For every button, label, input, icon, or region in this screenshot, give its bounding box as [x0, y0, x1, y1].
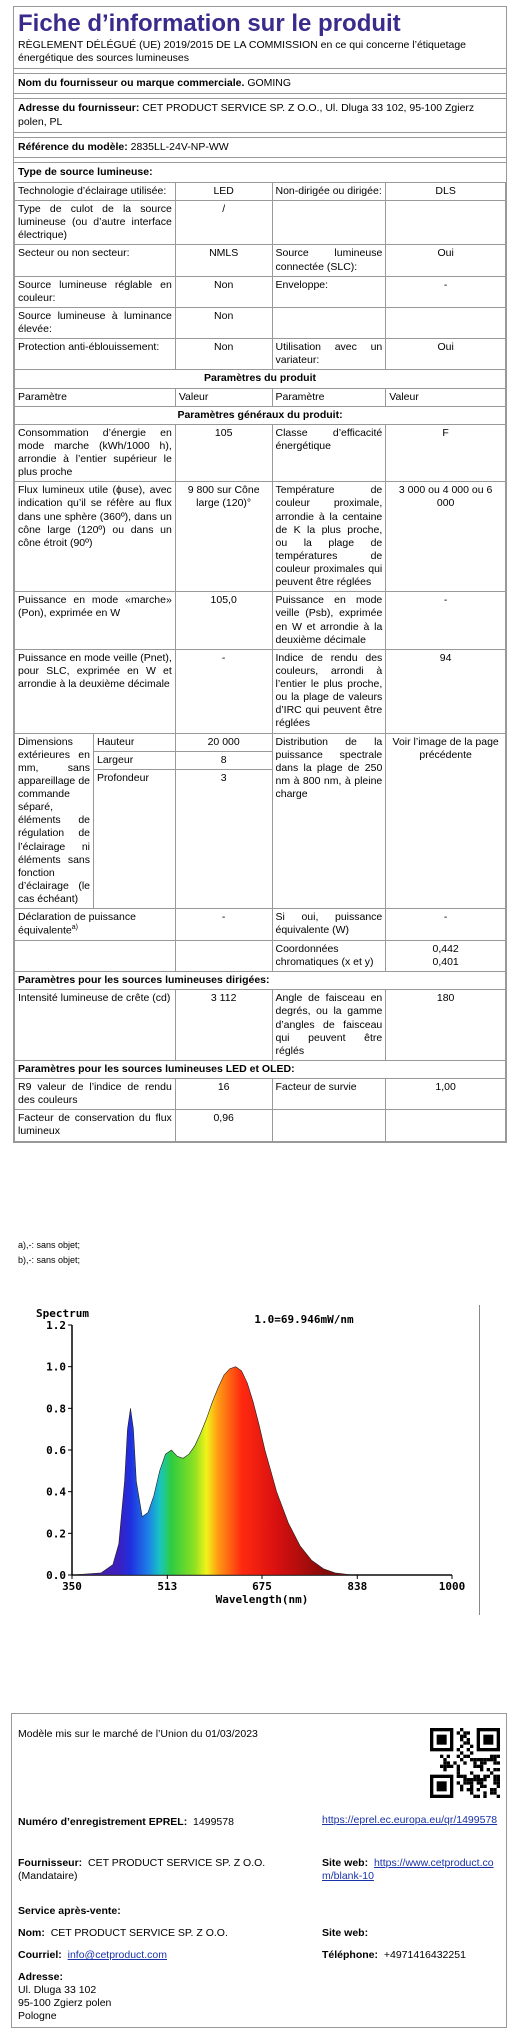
param-label: Source lumineuse à luminance élevée:	[15, 307, 176, 338]
eprel-link[interactable]: https://eprel.ec.europa.eu/qr/1499578	[322, 1814, 498, 1826]
address-label: Adresse:	[18, 1971, 63, 1983]
website-link[interactable]: https://www.cetproduct.com/blank-10	[322, 1857, 494, 1883]
footer-panel	[11, 1713, 507, 2028]
param-label: R9 valeur de l’indice de rendu des couleurs	[15, 1079, 176, 1110]
param-value: 9 800 sur Cône large (120)°	[175, 482, 272, 592]
footnote-marker: a)	[71, 924, 78, 932]
website-label: Site web:	[322, 1857, 369, 1869]
param-label: Consommation d’énergie en mode marche (kWh/1000 h), arrondie à l’entier supérieur le plus proche	[15, 424, 176, 482]
param-value-2	[386, 201, 506, 245]
supplier-value: CET PRODUCT SERVICE SP. Z O.O. (Mandataire)	[18, 1857, 266, 1883]
param-value-2: F	[386, 424, 506, 482]
supplier-row	[18, 1857, 308, 1883]
param-label-2	[272, 307, 386, 338]
dimensions-cell	[15, 733, 176, 909]
page-title: Fiche d’information sur le produit	[18, 10, 401, 37]
chromaticity-y: 0,401	[432, 956, 459, 968]
param-value-2: 3 000 ou 4 000 ou 6 000	[386, 482, 506, 592]
address-line: 95-100 Zgierz polen	[18, 1997, 112, 2010]
eprel-label: Numéro d’enregistrement EPREL:	[18, 1816, 188, 1828]
table-row	[15, 1110, 506, 1141]
footnote-a: a),-: sans objet;	[18, 1240, 81, 1250]
param-value: -	[175, 649, 272, 733]
spectral-distribution-value: Voir l’image de la page précédente	[386, 733, 506, 909]
led-header: Paramètres pour les sources lumineuses LED et OLED:	[15, 1060, 506, 1078]
param-label: Secteur ou non secteur:	[15, 245, 176, 276]
table-row	[15, 276, 506, 307]
email-row	[18, 1949, 167, 1962]
param-value: 105,0	[175, 592, 272, 650]
col-header-param-1: Paramètre	[15, 388, 176, 406]
footnote-b: b),-: sans objet;	[18, 1255, 81, 1265]
after-sales-title: Service après-vente:	[18, 1905, 121, 1917]
directed-header: Paramètres pour les sources lumineuses dirigées:	[15, 972, 506, 990]
param-value-2	[386, 307, 506, 338]
type-section-header	[14, 163, 506, 182]
param-value-2: -	[386, 592, 506, 650]
dimensions-keys	[94, 734, 175, 909]
service-name-label: Nom:	[18, 1927, 45, 1939]
param-label-2	[272, 201, 386, 245]
x-tick-label: 350	[62, 1580, 82, 1593]
param-value: NMLS	[175, 245, 272, 276]
eprel-row	[18, 1816, 234, 1829]
param-label-2: Source lumineuse connectée (SLC):	[272, 245, 386, 276]
param-value: /	[175, 201, 272, 245]
table-row	[15, 424, 506, 482]
param-value-2: Oui	[386, 339, 506, 370]
chromaticity-label: Coordonnées chromatiques (x et y)	[272, 940, 386, 971]
col-header-param-2: Paramètre	[272, 388, 386, 406]
dim-value-width: 8	[176, 752, 272, 770]
supplier-name-label: Nom du fournisseur ou marque commerciale.	[18, 77, 245, 90]
supplier-label: Fournisseur:	[18, 1857, 83, 1869]
x-tick-label: 675	[252, 1580, 272, 1593]
dim-value-depth: 3	[220, 771, 227, 784]
supplier-name-row	[14, 74, 506, 94]
eprel-value: 1499578	[193, 1816, 234, 1828]
service-name-row	[18, 1927, 228, 1940]
param-label-2	[272, 1110, 386, 1141]
param-label: Facteur de conservation du flux lumineux	[15, 1110, 176, 1141]
model-reference-label: Référence du modèle:	[18, 140, 128, 153]
param-value: Non	[175, 339, 272, 370]
param-value-2: 94	[386, 649, 506, 733]
spectrum-area	[72, 1367, 452, 1575]
table-row	[15, 307, 506, 338]
y-tick-label: 0.4	[46, 1485, 66, 1499]
phone-value: +4971416432251	[383, 1949, 466, 1961]
col-header-value-1: Valeur	[175, 388, 272, 406]
table-row	[15, 1079, 506, 1110]
dim-key-depth: Profondeur	[97, 771, 149, 784]
y-tick-label: 0.6	[46, 1444, 66, 1457]
service-name-value: CET PRODUCT SERVICE SP. Z O.O.	[50, 1927, 228, 1939]
model-reference-value: 2835LL-24V-NP-WW	[130, 140, 229, 153]
spectrum-chart	[34, 1305, 480, 1615]
col-header-value-2: Valeur	[386, 388, 506, 406]
dimensions-values	[175, 733, 272, 909]
y-tick-label: 0.0	[46, 1569, 66, 1582]
table-row	[15, 245, 506, 276]
param-value-2: DLS	[386, 182, 506, 200]
dim-key-height: Hauteur	[94, 734, 175, 752]
regulation-text: RÈGLEMENT DÉLÉGUÉ (UE) 2019/2015 DE LA COMMISSION en ce qui concerne l’étiquetage énergétique des sources lumineuses	[14, 39, 506, 69]
param-value: Non	[175, 307, 272, 338]
param-label: Type de culot de la source lumineuse (ou d’autre interface électrique)	[15, 201, 176, 245]
param-value: 16	[175, 1079, 272, 1110]
supplier-address-label: Adresse du fournisseur:	[18, 102, 140, 115]
product-information-sheet	[13, 6, 507, 1143]
spectrum-chart-svg	[34, 1305, 479, 1615]
param-value-2: Oui	[386, 245, 506, 276]
param-value: Non	[175, 276, 272, 307]
y-tick-label: 0.2	[46, 1527, 66, 1541]
param-value: 0,96	[175, 1110, 272, 1141]
website-row	[322, 1857, 500, 1883]
table-row	[15, 592, 506, 650]
peak-intensity-label: Intensité lumineuse de crête (cd)	[15, 990, 176, 1061]
supplier-address-value: CET PRODUCT SERVICE SP. Z O.O., Ul. Dluga 33 102, 95-100 Zgierz polen, PL	[18, 102, 475, 128]
param-value-2: -	[386, 276, 506, 307]
equivalent-power-value: -	[175, 909, 272, 941]
param-label-2: Enveloppe:	[272, 276, 386, 307]
supplier-name-value: GOMING	[247, 77, 292, 90]
table-row	[15, 482, 506, 592]
table-row	[15, 339, 506, 370]
model-reference-row	[14, 138, 506, 158]
after-sales-label	[18, 1905, 121, 1918]
param-label: Source lumineuse réglable en couleur:	[15, 276, 176, 307]
param-label-2: Classe d’efficacité énergétique	[272, 424, 386, 482]
address-line: Pologne	[18, 2010, 57, 2023]
param-label-2: Température de couleur proximale, arrondie à la centaine de K la plus proche, ou la plage de températures de couleur proximales qui peuvent être réglées	[272, 482, 386, 592]
address-line: Ul. Dluga 33 102	[18, 1984, 97, 1997]
x-tick-label: 1000	[438, 1580, 466, 1593]
x-tick-label: 838	[347, 1580, 368, 1593]
dim-key-width: Largeur	[94, 752, 175, 770]
params-header: Paramètres du produit	[15, 370, 506, 388]
param-value: 105	[175, 424, 272, 482]
service-website-row	[322, 1927, 368, 1940]
beam-angle-value: 180	[386, 990, 506, 1061]
param-label-2: Indice de rendu des couleurs, arrondi à l’entier le plus proche, ou la plage de valeurs d’IRC qui peuvent être réglées	[272, 649, 386, 733]
param-label: Protection anti-éblouissement:	[15, 339, 176, 370]
market-date: Modèle mis sur le marché de l’Union du 01/03/2023	[18, 1728, 258, 1740]
empty-cell	[15, 940, 176, 971]
param-label-2: Puissance en mode veille (Psb), exprimée en W et arrondie à la deuxième décimale	[272, 592, 386, 650]
general-params-header: Paramètres généraux du produit:	[15, 406, 506, 424]
param-label: Puissance en mode «marche» (Pon), exprimée en W	[15, 592, 176, 650]
param-label: Puissance en mode veille (Pnet), pour SLC, exprimée en W et arrondie à la deuxième décimale	[15, 649, 176, 733]
type-section-title: Type de source lumineuse:	[18, 165, 153, 178]
table-row	[15, 649, 506, 733]
param-label: Flux lumineux utile (ɸuse), avec indication qu’il se réfère au flux dans une sphère (360º), dans un cône large (120º) ou dans un cône étroit (90º)	[15, 482, 176, 592]
phone-row	[322, 1949, 466, 1962]
x-axis-label: Wavelength(nm)	[215, 1593, 309, 1606]
qr-code-icon[interactable]	[430, 1728, 500, 1798]
supplier-address-row	[14, 99, 506, 132]
y-tick-label: 1.0	[46, 1360, 66, 1374]
param-label-2: Non-dirigée ou dirigée:	[272, 182, 386, 200]
chart-title: Spectrum	[36, 1307, 89, 1320]
empty-cell	[175, 940, 272, 971]
x-tick-label: 513	[157, 1580, 178, 1593]
phone-label: Téléphone:	[322, 1949, 379, 1961]
equivalent-power-text: Déclaration de puissance équivalente	[18, 911, 136, 937]
chromaticity-values	[386, 940, 506, 971]
param-label: Technologie d’éclairage utilisée:	[15, 182, 176, 200]
param-label-2: Facteur de survie	[272, 1079, 386, 1110]
y-tick-label: 1.2	[46, 1319, 66, 1332]
spec-table	[14, 182, 506, 1142]
equivalent-power-if-yes-label: Si oui, puissance équivalente (W)	[272, 909, 386, 941]
equivalent-power-label	[15, 909, 176, 941]
chromaticity-x: 0,442	[432, 942, 459, 955]
param-value: LED	[175, 182, 272, 200]
equivalent-power-if-yes-value: -	[386, 909, 506, 941]
param-value-2: 1,00	[386, 1079, 506, 1110]
param-value-2	[386, 1110, 506, 1141]
address-block	[18, 1971, 111, 2024]
chart-annotation: 1.0=69.946mW/nm	[254, 1313, 354, 1326]
param-label-2: Utilisation avec un variateur:	[272, 339, 386, 370]
email-link[interactable]: info@cetproduct.com	[67, 1949, 167, 1961]
table-row	[15, 201, 506, 245]
spectral-distribution-label: Distribution de la puissance spectrale dans la plage de 250 nm à 800 nm, à pleine charge	[272, 733, 386, 909]
dim-value-height: 20 000	[176, 734, 272, 752]
eprel-link-wrap	[322, 1814, 500, 1827]
dimensions-label: Dimensions extérieures en mm, sans appareillage de commande séparé, éléments de régulation de l’éclairage ni éléments sans fonction d’éclairage (le cas échéant)	[15, 734, 94, 909]
y-tick-label: 0.8	[46, 1402, 66, 1416]
beam-angle-label: Angle de faisceau en degrés, ou la gamme d’angles de faisceau qui peuvent être réglés	[272, 990, 386, 1061]
service-website-label: Site web:	[322, 1927, 369, 1939]
peak-intensity-value: 3 112	[175, 990, 272, 1061]
table-row	[15, 182, 506, 200]
email-label: Courriel:	[18, 1949, 62, 1961]
